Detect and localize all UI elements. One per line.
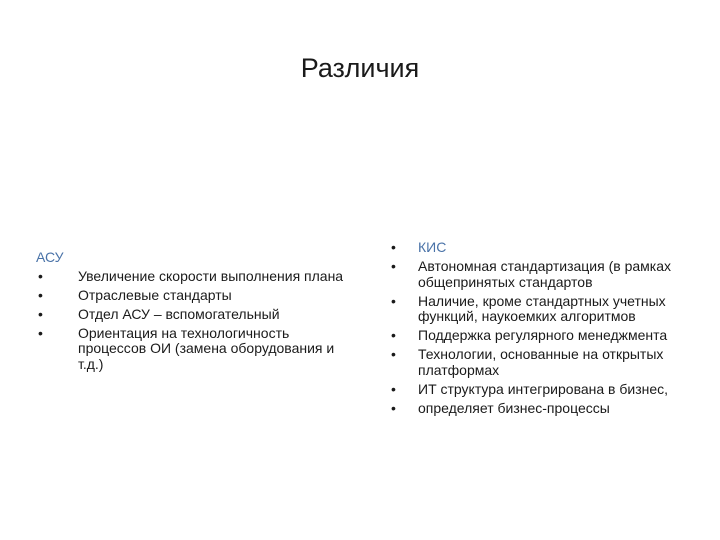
list-item-text: Увеличение скорости выполнения плана [78, 267, 344, 284]
list-item [385, 328, 695, 344]
left-column-asu [36, 250, 346, 376]
right-column-heading-row [385, 240, 695, 256]
list-item-text: Автономная стандартизация (в рамках общепринятых стандартов [418, 258, 671, 290]
bullet-icon: • [391, 258, 396, 274]
bullet-icon: • [38, 305, 43, 322]
list-item-text: Наличие, кроме стандартных учетных функций, наукоемких алгоритмов [418, 292, 666, 324]
list-item [36, 307, 346, 323]
bullet-icon: • [38, 286, 43, 303]
list-item [36, 326, 346, 373]
bullet-icon: • [391, 327, 396, 343]
bullet-icon: • [391, 380, 396, 397]
list-item-text: Отраслевые стандарты [78, 286, 232, 303]
right-column-kis [385, 240, 695, 420]
list-item [385, 259, 695, 290]
slide-title: Различия [300, 53, 420, 83]
list-item-text: Отдел АСУ – вспомогательный [78, 305, 280, 322]
bullet-icon: • [391, 292, 396, 309]
list-item [385, 382, 695, 398]
list-item [36, 288, 346, 304]
bullet-icon: • [391, 239, 396, 255]
list-item-text: ИТ структура интегрирована в бизнес, [418, 380, 669, 397]
list-item [385, 401, 695, 417]
list-item [36, 269, 346, 285]
left-column-heading: АСУ [36, 249, 64, 265]
list-item-text: Технологии, основанные на открытых платформах [418, 346, 664, 378]
list-item [385, 294, 695, 325]
list-item-text: Ориентация на технологичность процессов ОИ (замена оборудования и т.д.) [78, 324, 335, 372]
left-bullet-list [36, 269, 346, 373]
list-item-text: определяет бизнес-процессы [418, 399, 610, 416]
bullet-icon: • [391, 346, 396, 362]
bullet-icon: • [38, 267, 43, 284]
list-item-text: Поддержка регулярного менеджмента [418, 327, 668, 343]
right-column-heading: КИС [418, 239, 447, 255]
right-bullet-list [385, 240, 695, 416]
bullet-icon: • [391, 399, 396, 416]
list-item [385, 347, 695, 378]
bullet-icon: • [38, 324, 43, 341]
